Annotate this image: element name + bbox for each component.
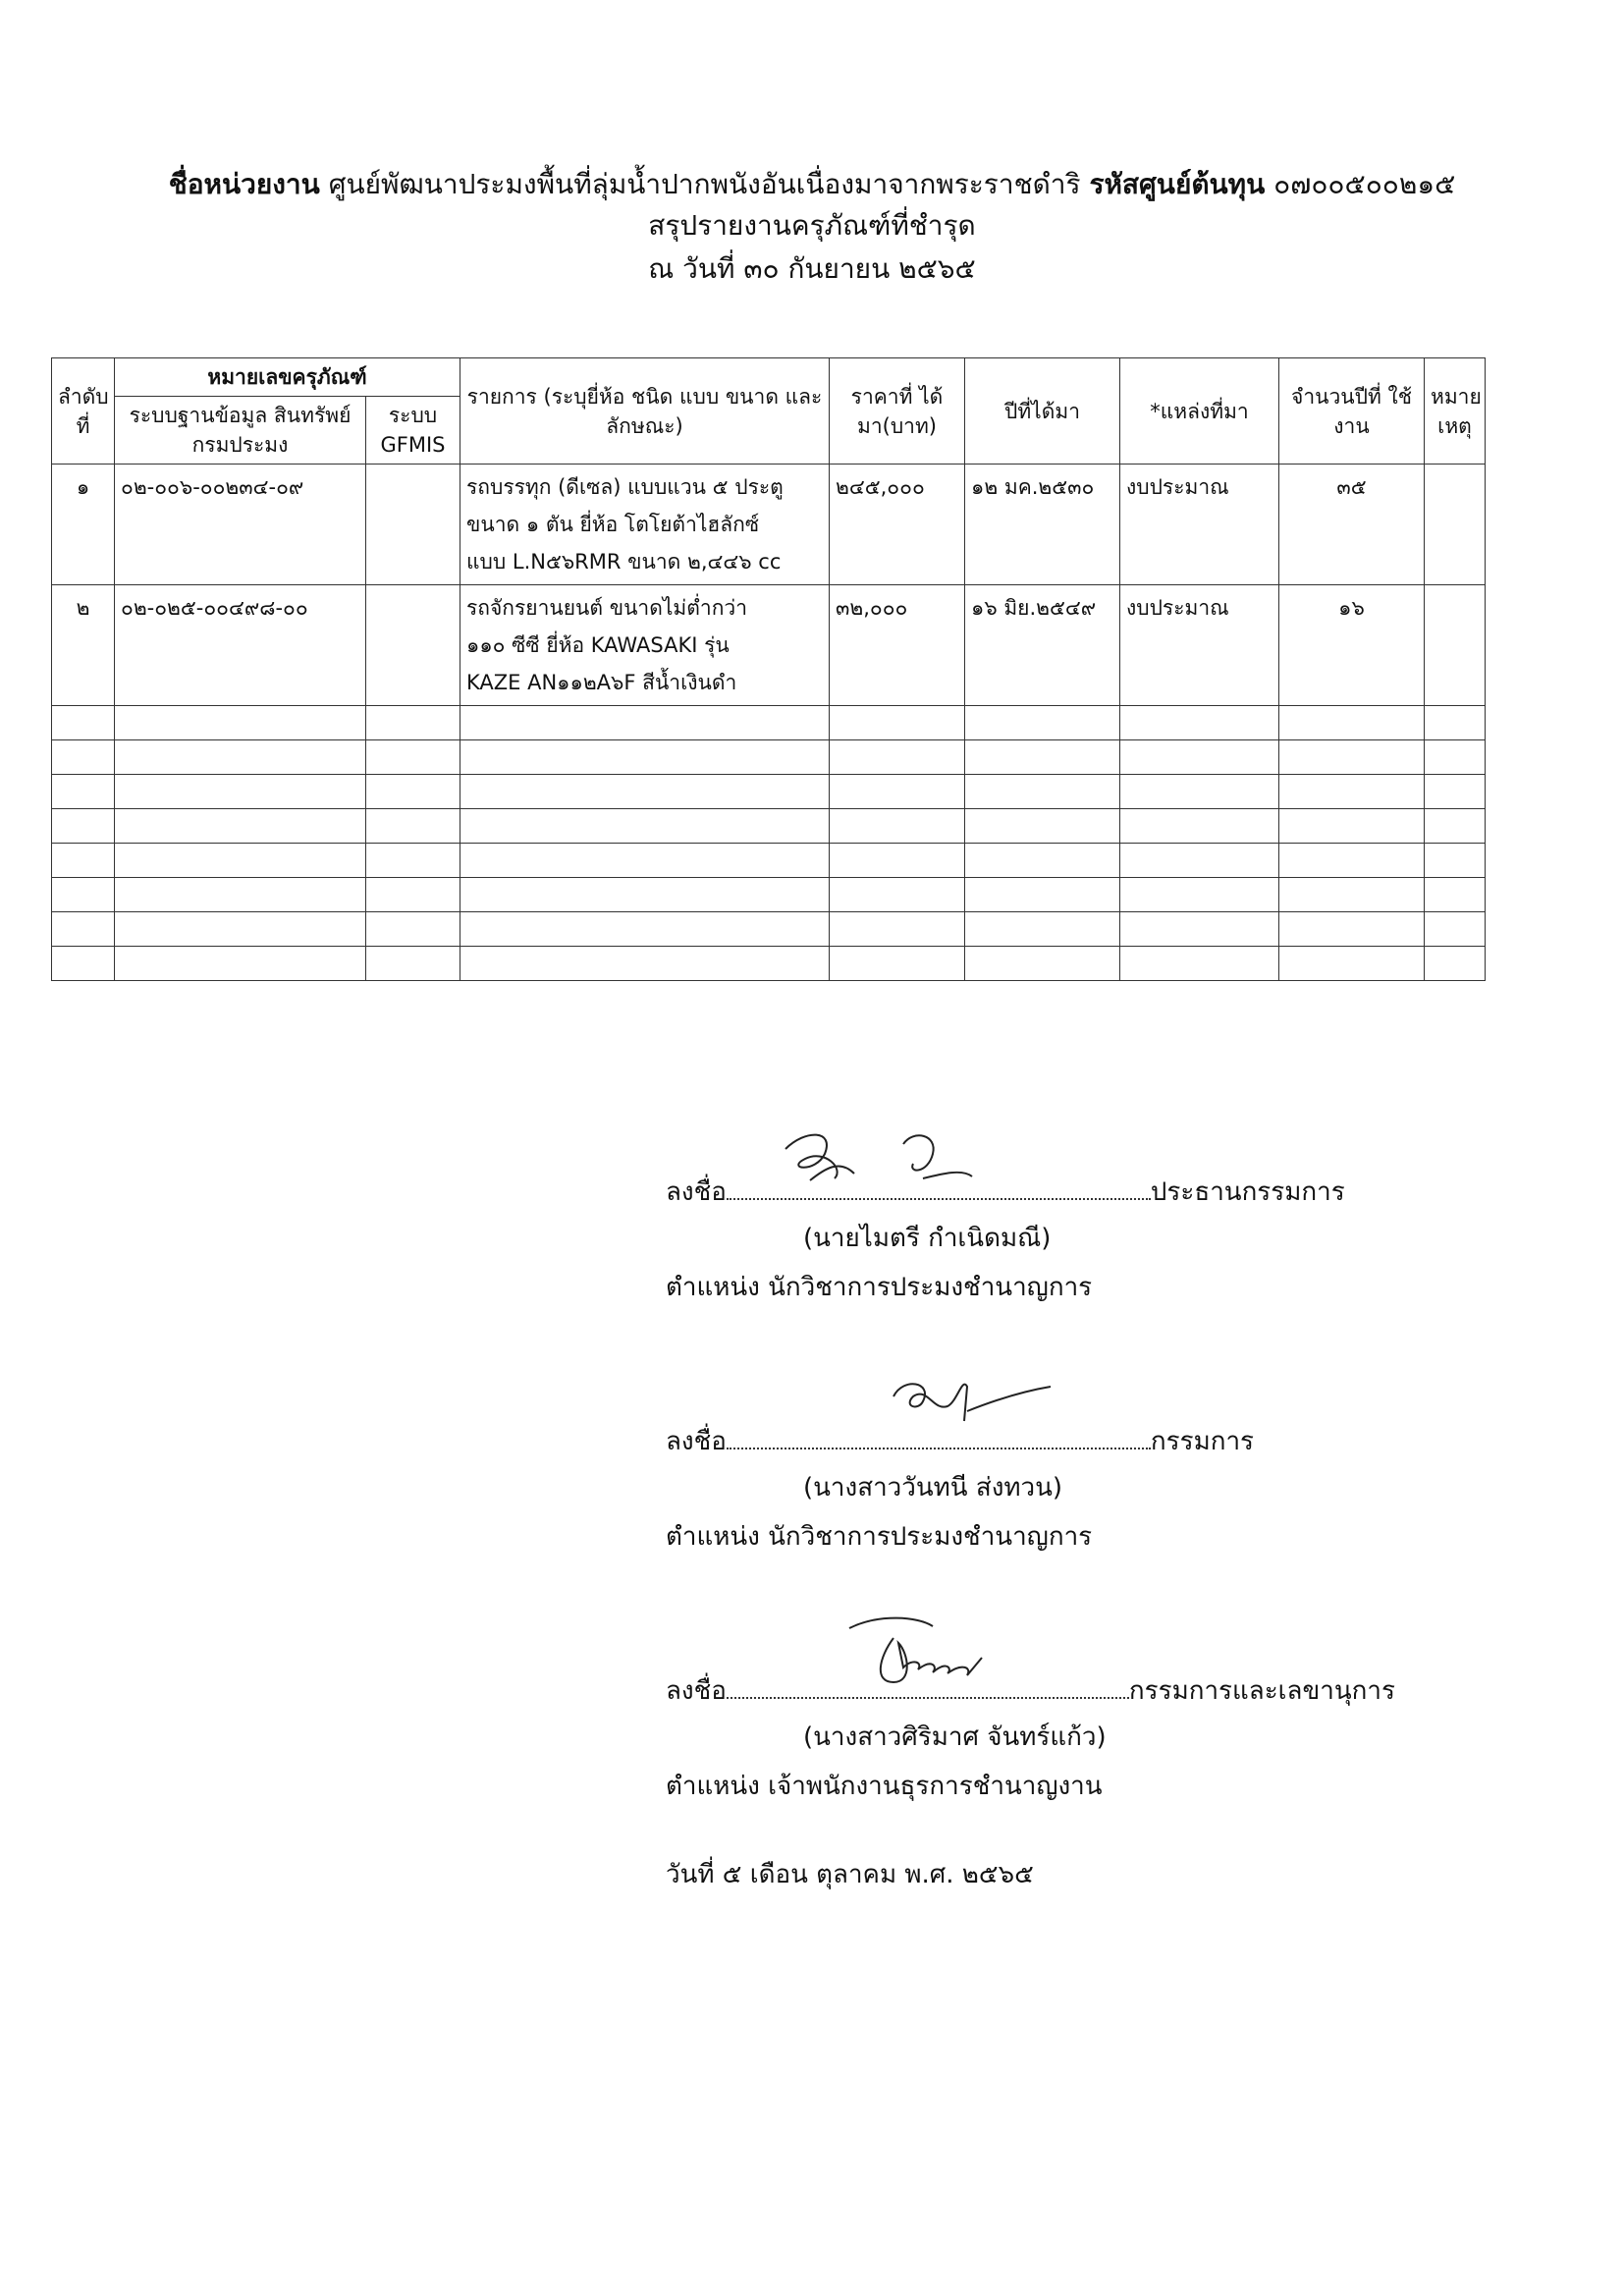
signer-role: กรรมการและเลขานุการ [1128,1676,1395,1706]
signature-line [727,1669,1129,1699]
signer-position: ตำแหน่ง นักวิชาการประมงชำนาญการ [666,1522,1093,1552]
row-source: งบประมาณ [1120,585,1279,706]
row-remark [1425,585,1486,706]
cost-center-code: ๐๗๐๐๕๐๐๒๑๕ [1273,168,1456,200]
col-remark: หมาย เหตุ [1425,358,1486,465]
description-line: แบบ L.N๕๖RMR ขนาด ๒,๔๔๖ cc [466,550,782,574]
col-asset-number: หมายเลขครุภัณฑ์ [115,358,460,397]
row-db-number: ๐๒-๐๐๖-๐๐๒๓๔-๐๙ [115,465,366,585]
col-gfmis: ระบบ GFMIS [366,397,460,465]
signer-name: (นางสาวศิริมาศ จันทร์แก้ว) [803,1722,1107,1752]
row-year: ๑๒ มค.๒๕๓๐ [965,465,1120,585]
signer-position: ตำแหน่ง เจ้าพนักงานธุรการชำนาญงาน [666,1772,1103,1801]
signer-position: ตำแหน่ง นักวิชาการประมงชำนาญการ [666,1273,1093,1302]
unit-name: ศูนย์พัฒนาประมงพื้นที่ลุ่มน้ำปากพนังอันเนื่องมาจากพระราชดำริ [328,168,1081,200]
sign-label: ลงชื่อ [666,1676,727,1706]
col-years-used: จำนวนปีที่ ใช้งาน [1279,358,1425,465]
signature-line [727,1171,1151,1200]
col-price: ราคาที่ ได้มา(บาท) [830,358,965,465]
row-years-used: ๓๕ [1279,465,1425,585]
sign-label: ลงชื่อ [666,1427,727,1456]
row-year: ๑๖ มิย.๒๕๔๙ [965,585,1120,706]
empty-row [52,740,1486,775]
description-line: KAZE AN๑๑๒A๖F สีน้ำเงินดำ [466,671,737,694]
unit-label: ชื่อหน่วยงาน [168,168,320,200]
as-of-date: ณ วันที่ ๓๐ กันยายน ๒๕๖๕ [648,252,976,285]
signature-line [727,1420,1151,1449]
empty-row [52,775,1486,809]
col-source: *แหล่งที่มา [1120,358,1279,465]
description-line: ขนาด ๑ ตัน ยี่ห้อ โตโยต้าไฮลักซ์ [466,513,760,536]
signature-block-chair [666,1171,1549,1312]
row-gfmis [366,585,460,706]
empty-row [52,809,1486,844]
signer-name: (นางสาววันทนี ส่งทวน) [803,1473,1063,1503]
signer-role: ประธานกรรมการ [1150,1177,1345,1207]
sign-label: ลงชื่อ [666,1177,727,1207]
asset-table [51,357,1486,981]
row-seq: ๑ [52,465,115,585]
cost-center-label: รหัสศูนย์ต้นทุน [1089,168,1266,200]
signer-name: (นายไมตรี กำเนิดมณี) [803,1224,1052,1253]
description-line: รถบรรทุก (ดีเซล) แบบแวน ๕ ประตู [466,475,784,499]
col-db-system: ระบบฐานข้อมูล สินทรัพย์กรมประมง [115,397,366,465]
table-row [52,465,1486,585]
document-header [0,165,1624,291]
description-line: ๑๑๐ ซีซี ยี่ห้อ KAWASAKI รุ่น [466,633,730,657]
report-title: สรุปรายงานครุภัณฑ์ที่ชำรุด [648,209,976,242]
row-description [460,585,830,706]
unit-line [0,165,1624,204]
col-seq: ลำดับ ที่ [52,358,115,465]
row-db-number: ๐๒-๐๒๕-๐๐๔๙๘-๐๐ [115,585,366,706]
row-remark [1425,465,1486,585]
signature-block-member [666,1420,1549,1561]
empty-row [52,706,1486,740]
signer-role: กรรมการ [1150,1427,1255,1456]
table-row [52,585,1486,706]
row-years-used: ๑๖ [1279,585,1425,706]
col-year: ปีที่ได้มา [965,358,1120,465]
empty-row [52,844,1486,878]
empty-row [52,947,1486,981]
document-date: วันที่ ๕ เดือน ตุลาคม พ.ศ. ๒๕๖๕ [666,1860,1034,1889]
empty-row [52,878,1486,912]
row-price: ๒๔๕,๐๐๐ [830,465,965,585]
empty-row [52,912,1486,947]
signature-block-secretary [666,1669,1549,1811]
row-source: งบประมาณ [1120,465,1279,585]
row-gfmis [366,465,460,585]
row-price: ๓๒,๐๐๐ [830,585,965,706]
row-seq: ๒ [52,585,115,706]
description-line: รถจักรยานยนต์ ขนาดไม่ต่ำกว่า [466,596,747,620]
col-item: รายการ (ระบุยี่ห้อ ชนิด แบบ ขนาด และ ลักษณะ) [460,358,830,465]
row-description [460,465,830,585]
